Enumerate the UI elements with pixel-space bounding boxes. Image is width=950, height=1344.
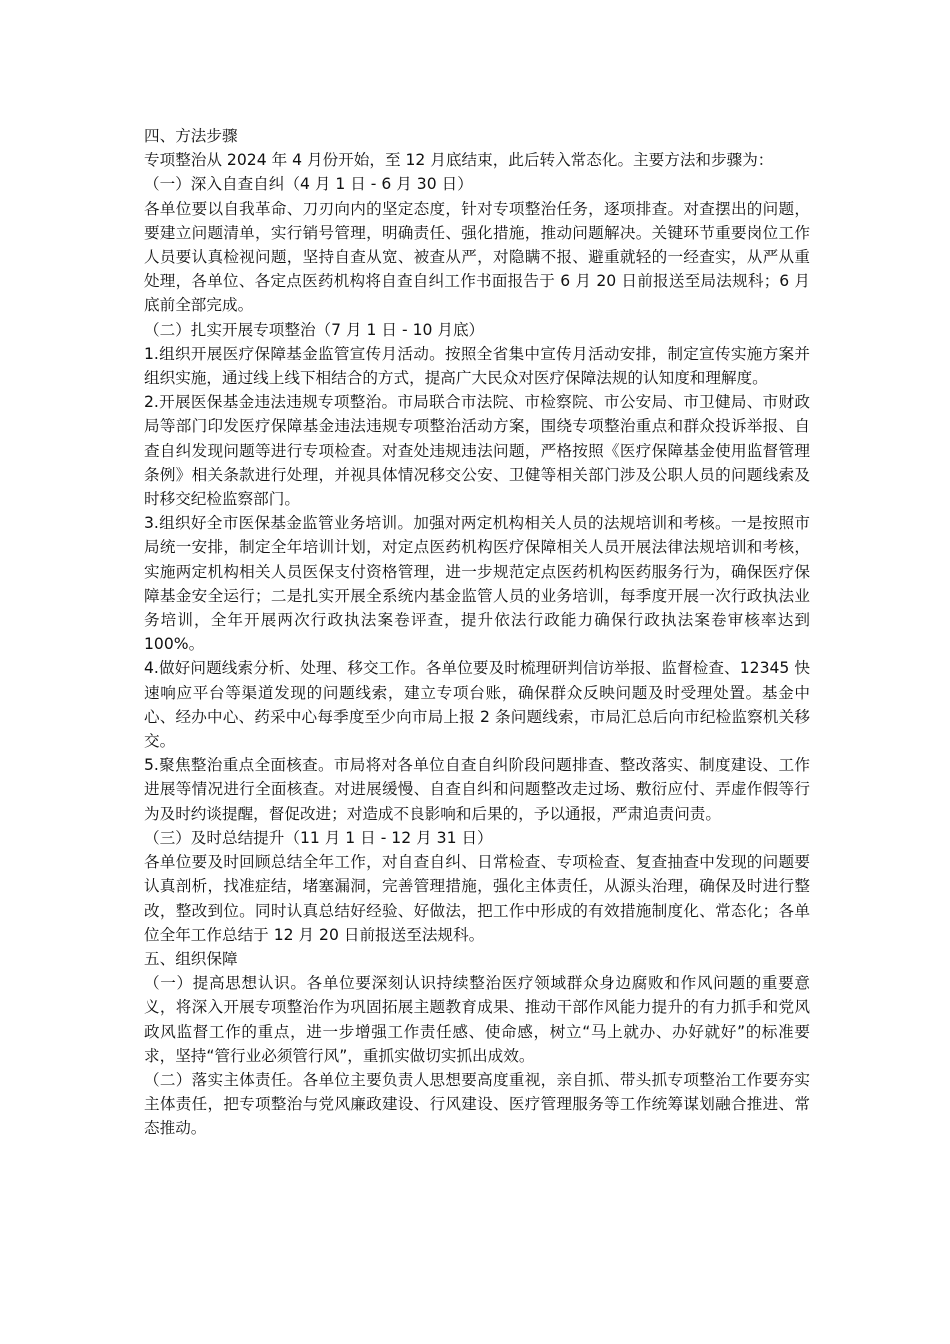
paragraph-item-2: 2.开展医保基金违法违规专项整治。市局联合市法院、市检察院、市公安局、市卫健局、市财政局等部门印发医疗保障基金违法违规专项整治活动方案，围绕专项整治重点和群众投诉举报、自查自纠发现问题等进行专项检查。对查处违规违法问题，严格按照《医疗保障基金使用监督管理条例》相关条款进行处理，并视具体情况移交公安、卫健等相关部门涉及公职人员的问题线索及时移交纪检监察部门。 xyxy=(144,393,810,509)
section-heading-methods: 四、方法步骤 xyxy=(144,127,238,145)
subheading-summary: （三）及时总结提升（11 月 1 日 - 12 月 31 日） xyxy=(144,828,493,847)
paragraph-intro: 专项整治从 2024 年 4 月份开始，至 12 月底结束，此后转入常态化。主要方法和步骤为： xyxy=(144,151,774,170)
paragraph-self-check: 各单位要以自我革命、刀刃向内的坚定态度，针对专项整治任务，逐项排查。对查摆出的问题，要建立问题清单，实行销号管理，明确责任、强化措施，推动问题解决。关键环节重要岗位工作人员要认真检视问题，坚持自查从宽、被查从严，对隐瞒不报、避重就轻的一经查实，从严从重处理，各单位、各定点医药机构将自查自纠工作书面报告于 6 月 20 日前报送至局法规科；6 月底前全部完成。 xyxy=(144,199,810,315)
paragraph-item-3: 3.组织好全市医保基金监管业务培训。加强对两定机构相关人员的法规培训和考核。一是按照市局统一安排，制定全年培训计划，对定点医药机构医疗保障相关人员开展法律法规培训和考核，实施两定机构相关人员医保支付资格管理，进一步规范定点医药机构医药服务行为，确保医疗保障基金安全运行；二是扎实开展全系统内基金监管人员的业务培训，每季度开展一次行政执法业务培训，全年开展两次行政执法案卷评查，提升依法行政能力确保行政执法案卷审核率达到 100%。 xyxy=(144,514,810,654)
subheading-special-rectification: （二）扎实开展专项整治（7 月 1 日 - 10 月底） xyxy=(144,320,485,339)
paragraph-responsibility: （二）落实主体责任。各单位主要负责人思想要高度重视，亲自抓、带头抓专项整治工作要夯实主体责任，把专项整治与党风廉政建设、行风建设、医疗管理服务等工作统筹谋划融合推进、常态推动。 xyxy=(144,1070,810,1138)
paragraph-summary: 各单位要及时回顾总结全年工作，对自查自纠、日常检查、专项检查、复查抽查中发现的问题要认真剖析，找准症结，堵塞漏洞，完善管理措施，强化主体责任，从源头治理，确保及时进行整改，整改到位。同时认真总结好经验、好做法，把工作中形成的有效措施制度化、常态化；各单位全年工作总结于 12 月 20 日前报送至法规科。 xyxy=(144,853,810,944)
paragraph-awareness: （一）提高思想认识。各单位要深刻认识持续整治医疗领域群众身边腐败和作风问题的重要意义，将深入开展专项整治作为巩固拓展主题教育成果、推动干部作风能力提升的有力抓手和党风政风监督工作的重点，进一步增强工作责任感、使命感，树立“马上就办、办好就好”的标准要求，坚持“管行业必须管行风”，重抓实做切实抓出成效。 xyxy=(144,974,810,1065)
subheading-self-check: （一）深入自查自纠（4 月 1 日 - 6 月 30 日） xyxy=(144,175,473,194)
paragraph-item-1: 1.组织开展医疗保障基金监管宣传月活动。按照全省集中宣传月活动安排，制定宣传实施方案并组织实施，通过线上线下相结合的方式，提高广大民众对医疗保障法规的认知度和理解度。 xyxy=(144,344,810,388)
document-body xyxy=(144,124,810,1141)
section-heading-organization: 五、组织保障 xyxy=(144,949,238,968)
paragraph-item-4: 4.做好问题线索分析、处理、移交工作。各单位要及时梳理研判信访举报、监督检查、12345 快速响应平台等渠道发现的问题线索，建立专项台账，确保群众反映问题及时受理处置。基金中心、经办中心、药采中心每季度至少向市局上报 2 条问题线索，市局汇总后向市纪检监察机关移交。 xyxy=(144,659,810,751)
paragraph-item-5: 5.聚焦整治重点全面核查。市局将对各单位自查自纠阶段问题排查、整改落实、制度建设、工作进展等情况进行全面核查。对进展缓慢、自查自纠和问题整改走过场、敷衍应付、弄虚作假等行为及时约谈提醒，督促改进；对造成不良影响和后果的，予以通报，严肃追责问责。 xyxy=(144,756,810,823)
